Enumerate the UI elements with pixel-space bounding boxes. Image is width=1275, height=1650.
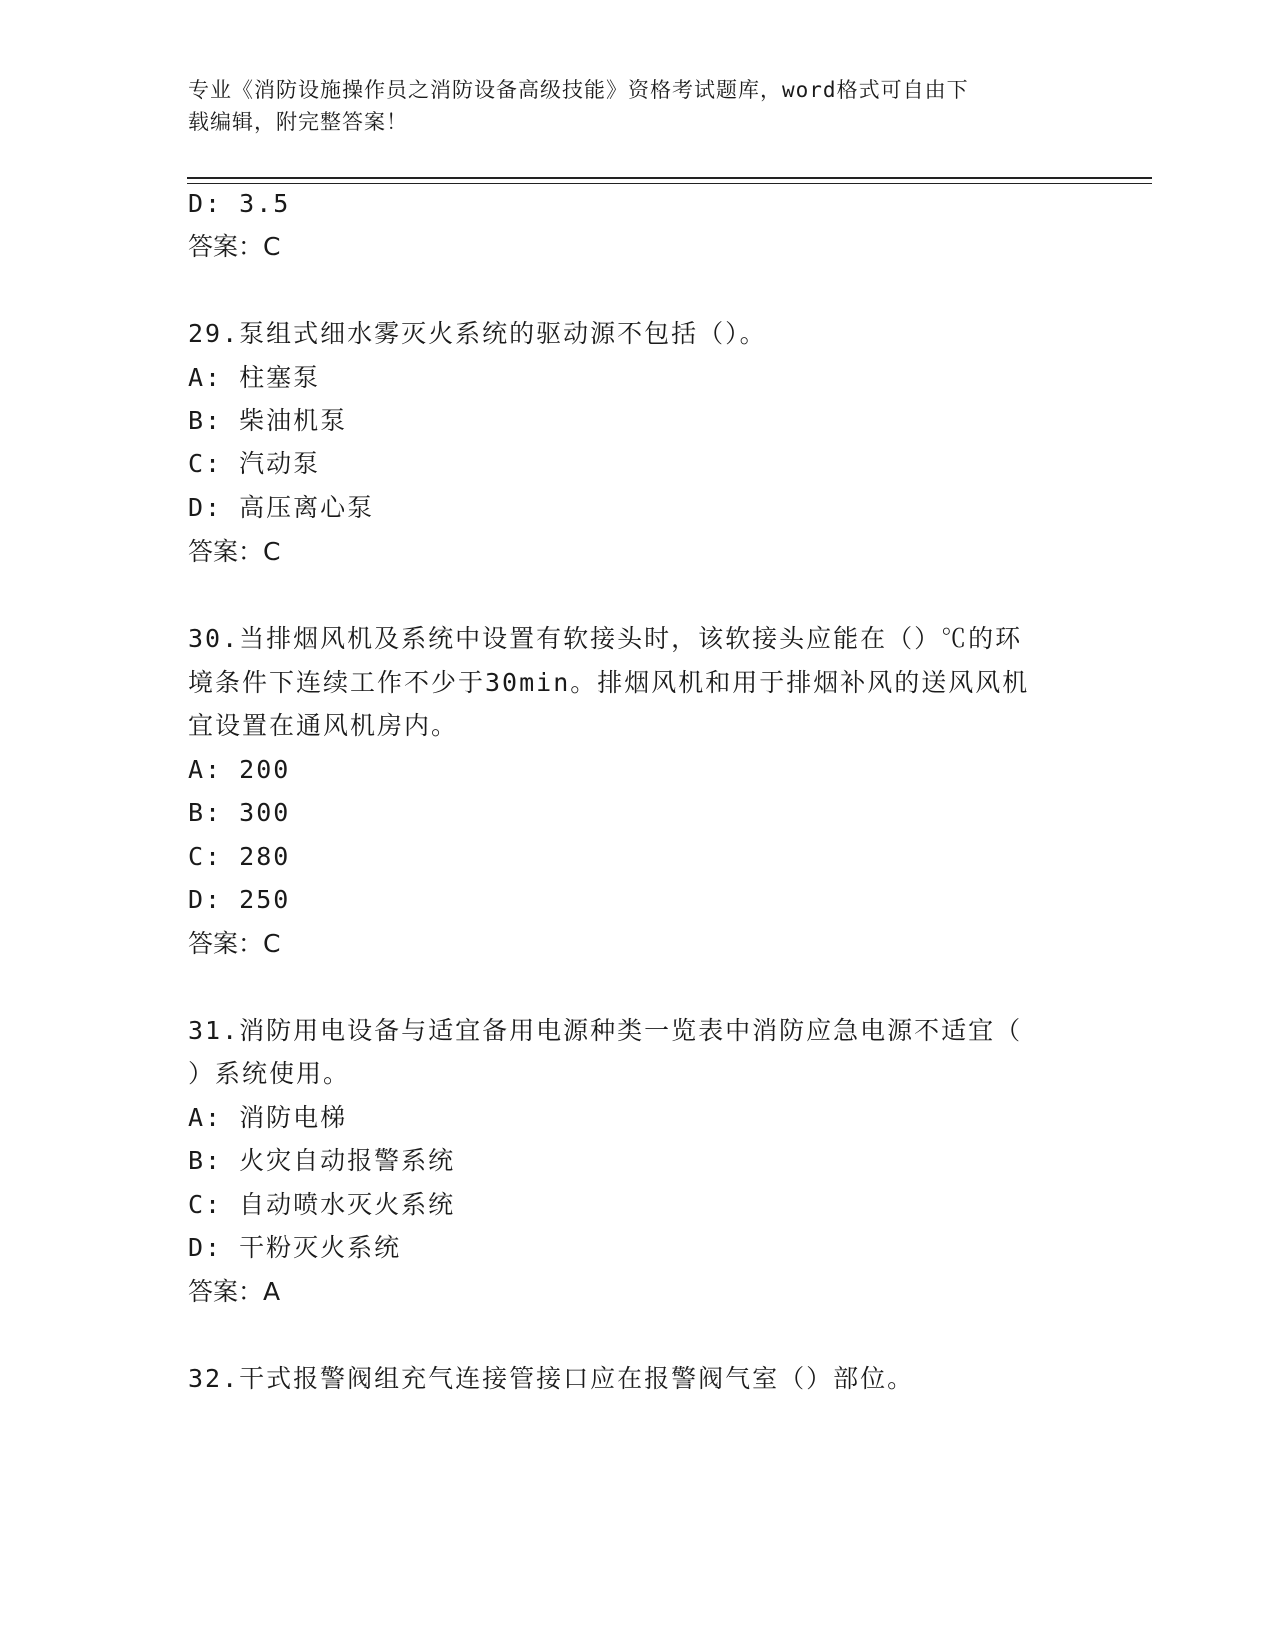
question-29-option-c: C: 汽动泵: [188, 449, 321, 478]
question-31-answer: 答案：A: [188, 1277, 281, 1306]
question-30-option-a: A: 200: [188, 755, 291, 784]
prev-option-d: D: 3.5: [188, 189, 291, 218]
question-29-option-a: A: 柱塞泵: [188, 363, 321, 392]
question-31-option-b: B: 火灾自动报警系统: [188, 1146, 456, 1175]
question-31-option-c: C: 自动喷水灭火系统: [188, 1190, 456, 1219]
header-divider: [187, 177, 1152, 179]
question-31-stem-line-1: 31.消防用电设备与适宜备用电源种类一览表中消防应急电源不适宜（: [188, 1016, 1023, 1045]
document-header: [188, 74, 1068, 138]
question-29-option-d: D: 高压离心泵: [188, 493, 375, 522]
question-31-option-d: D: 干粉灭火系统: [188, 1233, 402, 1262]
question-30-option-c: C: 280: [188, 842, 291, 871]
question-30-option-b: B: 300: [188, 798, 291, 827]
question-31-stem-line-2: ）系统使用。: [188, 1059, 351, 1088]
question-29-option-b: B: 柴油机泵: [188, 406, 348, 435]
header-line-2: 载编辑，附完整答案！: [188, 110, 408, 134]
question-31-option-a: A: 消防电梯: [188, 1103, 348, 1132]
question-30-answer: 答案：C: [188, 929, 281, 958]
prev-answer: 答案：C: [188, 232, 281, 261]
question-30-stem-line-2: 境条件下连续工作不少于30min。排烟风机和用于排烟补风的送风风机: [188, 668, 1030, 697]
question-29-stem: 29.泵组式细水雾灭火系统的驱动源不包括（）。: [188, 319, 767, 348]
question-30-option-d: D: 250: [188, 885, 291, 914]
question-30-stem-line-1: 30.当排烟风机及系统中设置有软接头时，该软接头应能在（）℃的环: [188, 624, 1023, 653]
question-32-stem: 32.干式报警阀组充气连接管接口应在报警阀气室（）部位。: [188, 1364, 915, 1393]
question-30-stem-line-3: 宜设置在通风机房内。: [188, 711, 459, 740]
header-line-1: 专业《消防设施操作员之消防设备高级技能》资格考试题库，word格式可自由下: [188, 78, 969, 102]
header-divider-thin: [187, 183, 1152, 184]
question-29-answer: 答案：C: [188, 537, 281, 566]
